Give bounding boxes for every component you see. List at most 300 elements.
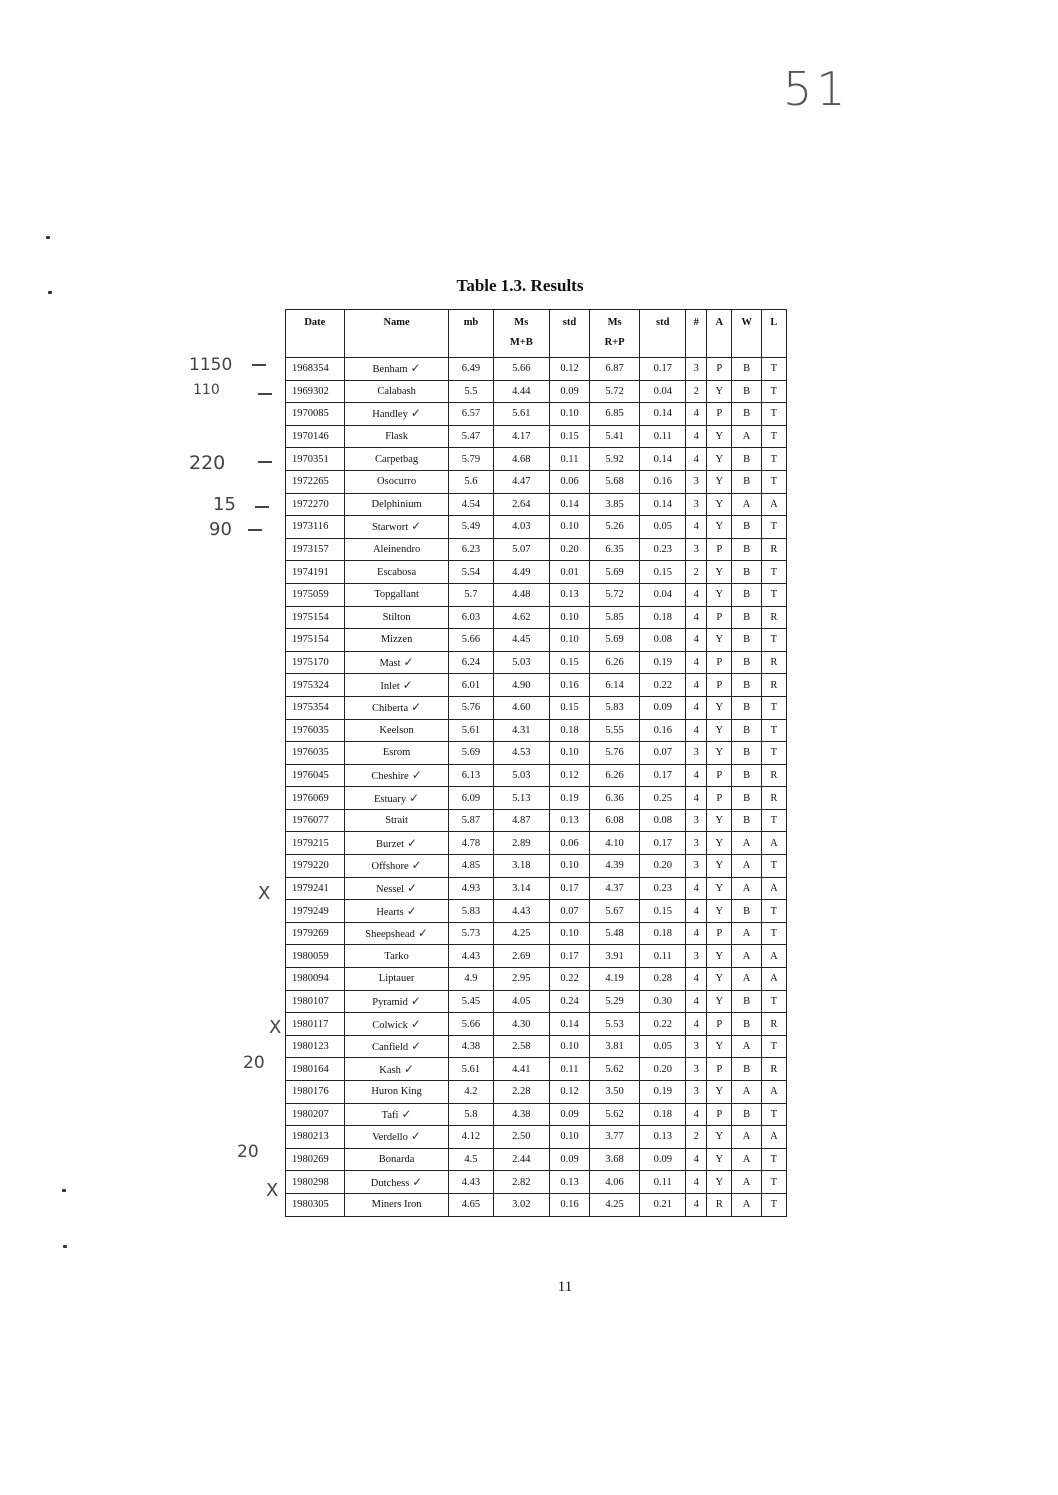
table-cell (732, 1126, 761, 1149)
table-cell (732, 1193, 761, 1216)
cell-value: 1975170 (292, 657, 329, 669)
table-row (286, 403, 787, 426)
table-cell (589, 425, 639, 448)
cell-value: 4.90 (512, 679, 531, 691)
table-cell (732, 629, 761, 652)
cell-value: 4.53 (512, 747, 531, 759)
cell-value: 0.06 (560, 837, 579, 849)
cell-value: R (770, 1018, 778, 1030)
cell-value: Cheshire (371, 770, 409, 782)
table-cell (589, 832, 639, 855)
cell-value: 6.09 (461, 792, 481, 804)
cell-value: 4.19 (605, 973, 624, 985)
cell-value: 0.05 (653, 521, 672, 533)
table-cell (449, 809, 493, 832)
cell-value: B (743, 363, 751, 375)
table-cell (493, 832, 550, 855)
checkmark-icon: ✓ (410, 1016, 421, 1031)
cell-value: T (770, 589, 778, 601)
cell-value: 0.14 (653, 408, 672, 420)
table-cell (640, 1171, 686, 1194)
cell-value: T (770, 385, 778, 397)
table-cell (493, 1081, 550, 1104)
cell-value: 4 (693, 1154, 699, 1166)
table-cell (550, 583, 590, 606)
table-cell (761, 493, 786, 516)
table-cell (707, 1126, 732, 1149)
checkmark-icon: ✓ (403, 655, 414, 670)
cell-value: 1976035 (292, 724, 329, 736)
cell-value: 5.54 (461, 566, 481, 578)
table-cell (761, 922, 786, 945)
table-cell (344, 1193, 449, 1216)
cell-value: 4.05 (512, 995, 531, 1007)
cell-value: R (770, 611, 778, 623)
table-cell (286, 1081, 345, 1104)
table-cell (686, 1081, 707, 1104)
table-row (286, 516, 787, 539)
cell-value: 1980269 (292, 1154, 329, 1166)
table-cell (449, 900, 493, 923)
table-cell (707, 674, 732, 697)
table-cell (732, 403, 761, 426)
scan-speck (62, 1189, 66, 1192)
table-cell (286, 403, 345, 426)
table-cell (707, 448, 732, 471)
table-cell (761, 787, 786, 810)
table-cell (344, 990, 449, 1013)
table-cell (761, 629, 786, 652)
table-cell (686, 1171, 707, 1194)
table-cell (449, 358, 493, 381)
table-cell (286, 922, 345, 945)
table-cell (493, 380, 550, 403)
cell-value: Y (715, 453, 724, 465)
table-cell (589, 968, 639, 991)
table-cell (550, 358, 590, 381)
table-row (286, 470, 787, 493)
table-cell (493, 561, 550, 584)
table-cell (640, 493, 686, 516)
table-cell (686, 742, 707, 765)
table-cell (550, 922, 590, 945)
cell-value: 0.20 (653, 1063, 672, 1075)
cell-value: Bonarda (378, 1154, 415, 1166)
cell-value: T (770, 815, 778, 827)
table-cell (344, 968, 449, 991)
cell-value: 4.45 (512, 634, 531, 646)
cell-value: 0.11 (560, 453, 579, 465)
table-cell (589, 493, 639, 516)
cell-value: Y (715, 385, 724, 397)
cell-value: 4.17 (512, 431, 531, 443)
cell-value: 0.16 (560, 1199, 579, 1211)
table-cell (686, 832, 707, 855)
cell-value: 0.16 (653, 476, 672, 488)
cell-value: 4.37 (605, 882, 624, 894)
cell-value: A (770, 1131, 778, 1143)
cell-value: B (743, 453, 751, 465)
table-cell (286, 877, 345, 900)
cell-value: T (770, 431, 778, 443)
cell-value: T (770, 521, 778, 533)
cell-value: Tafi (381, 1109, 399, 1121)
cell-value: Y (715, 634, 724, 646)
table-cell (286, 516, 345, 539)
cell-value: 1975059 (292, 589, 329, 601)
table-cell (550, 968, 590, 991)
table-cell (707, 651, 732, 674)
table-cell (286, 764, 345, 787)
cell-value: 0.16 (653, 724, 672, 736)
table-cell (686, 470, 707, 493)
table-row (286, 809, 787, 832)
cell-value: 0.16 (560, 679, 579, 691)
table-row (286, 448, 787, 471)
cell-value: 0.13 (560, 589, 579, 601)
cell-value: Y (715, 498, 724, 510)
cell-value: T (770, 408, 778, 420)
table-cell (449, 470, 493, 493)
table-cell (449, 1103, 493, 1126)
table-cell (286, 1171, 345, 1194)
table-cell (732, 561, 761, 584)
cell-value: Y (715, 905, 724, 917)
cell-value: 5.26 (605, 521, 624, 533)
cell-value: Offshore (371, 861, 409, 873)
table-cell (686, 809, 707, 832)
cell-value: 1972265 (292, 476, 329, 488)
table-cell (493, 855, 550, 878)
table-cell (589, 651, 639, 674)
column-header (550, 310, 590, 358)
cell-value: 5.85 (605, 611, 624, 623)
cell-value: 3.77 (605, 1131, 624, 1143)
cell-value: 3.14 (512, 882, 531, 894)
table-cell (493, 990, 550, 1013)
table-cell (686, 1193, 707, 1216)
cell-value: 1980213 (292, 1131, 329, 1143)
table-cell (493, 945, 550, 968)
table-cell (640, 629, 686, 652)
cell-value: 4.39 (605, 860, 624, 872)
table-row (286, 1058, 787, 1081)
cell-value: A (742, 928, 751, 940)
table-cell (449, 764, 493, 787)
cell-value: 5.47 (461, 431, 481, 443)
table-cell (707, 990, 732, 1013)
cell-value: B (743, 995, 751, 1007)
table-cell (286, 1193, 345, 1216)
table-cell (344, 1171, 449, 1194)
table-cell (732, 877, 761, 900)
cell-value: 5.66 (512, 363, 531, 375)
cell-value: 4.10 (605, 837, 624, 849)
table-cell (344, 606, 449, 629)
table-cell (449, 1148, 493, 1171)
column-header (286, 310, 345, 358)
table-cell (550, 651, 590, 674)
table-cell (449, 651, 493, 674)
column-header-label: std (656, 317, 670, 328)
cell-value: Osocurro (377, 476, 417, 488)
cell-value: 3.85 (605, 498, 624, 510)
cell-value: 0.10 (560, 408, 579, 420)
cell-value: 3 (693, 1086, 699, 1098)
table-cell (732, 651, 761, 674)
cell-value: 0.22 (653, 679, 672, 691)
table-cell (686, 516, 707, 539)
table-cell (732, 832, 761, 855)
table-cell (686, 787, 707, 810)
table-header-row (286, 310, 787, 358)
table-cell (344, 651, 449, 674)
cell-value: 1975154 (292, 611, 329, 623)
table-cell (550, 674, 590, 697)
table-cell (550, 606, 590, 629)
table-cell (761, 674, 786, 697)
cell-value: 4 (693, 679, 699, 691)
table-cell (344, 696, 449, 719)
cell-value: P (716, 679, 723, 691)
cell-value: 4.2 (464, 1086, 478, 1098)
table-cell (686, 1058, 707, 1081)
table-cell (286, 1148, 345, 1171)
table-cell (732, 787, 761, 810)
cell-value: T (770, 1041, 778, 1053)
table-cell (550, 380, 590, 403)
cell-value: B (743, 1018, 751, 1030)
cell-value: 1979249 (292, 905, 329, 917)
margin-dash (248, 529, 262, 531)
cell-value: A (742, 498, 751, 510)
table-cell (640, 1148, 686, 1171)
cell-value: 1980164 (292, 1063, 329, 1075)
table-cell (686, 538, 707, 561)
table-cell (640, 674, 686, 697)
table-cell (589, 674, 639, 697)
cell-value: 1973157 (292, 544, 329, 556)
cell-value: 5.45 (461, 995, 481, 1007)
margin-note: 15 (213, 494, 236, 515)
cell-value: 6.13 (461, 769, 481, 781)
table-cell (686, 1103, 707, 1126)
table-cell (286, 1035, 345, 1058)
table-row (286, 425, 787, 448)
cell-value: 4.03 (512, 521, 531, 533)
cell-value: Carpetbag (375, 453, 419, 465)
table-cell (286, 606, 345, 629)
table-cell (686, 674, 707, 697)
table-cell (286, 651, 345, 674)
checkmark-icon: ✓ (410, 361, 421, 376)
cell-value: 2.64 (512, 498, 531, 510)
table-cell (286, 968, 345, 991)
table-cell (493, 629, 550, 652)
cell-value: 3 (693, 476, 699, 488)
table-cell (686, 855, 707, 878)
cell-value: 3 (693, 860, 699, 872)
table-cell (686, 900, 707, 923)
cell-value: 0.18 (653, 611, 672, 623)
cell-value: B (743, 408, 751, 420)
table-cell (286, 696, 345, 719)
cell-value: 0.15 (560, 657, 579, 669)
cell-value: 1979220 (292, 860, 329, 872)
cell-value: 5.69 (605, 634, 624, 646)
cell-value: 6.26 (605, 657, 624, 669)
cell-value: 4 (693, 1176, 699, 1188)
table-cell (493, 742, 550, 765)
table-cell (286, 470, 345, 493)
margin-dash (258, 393, 272, 395)
cell-value: 0.17 (653, 769, 672, 781)
table-row (286, 1013, 787, 1036)
column-header (640, 310, 686, 358)
cell-value: 2 (693, 1131, 699, 1143)
table-cell (640, 516, 686, 539)
cell-value: 6.57 (461, 408, 481, 420)
table-cell (493, 448, 550, 471)
table-cell (493, 516, 550, 539)
cell-value: 4.25 (605, 1199, 624, 1211)
cell-value: 4 (693, 905, 699, 917)
table-cell (344, 674, 449, 697)
table-cell (761, 1148, 786, 1171)
cell-value: 0.11 (653, 431, 672, 443)
cell-value: 5.13 (512, 792, 531, 804)
table-cell (589, 1013, 639, 1036)
table-cell (686, 403, 707, 426)
table-cell (286, 448, 345, 471)
table-cell (286, 380, 345, 403)
cell-value: 4 (693, 973, 699, 985)
cell-value: R (770, 792, 778, 804)
table-cell (640, 561, 686, 584)
cell-value: Miners Iron (371, 1199, 422, 1211)
cell-value: Pyramid (372, 996, 408, 1008)
table-cell (707, 561, 732, 584)
table-cell (761, 583, 786, 606)
table-cell (732, 1035, 761, 1058)
table-cell (449, 1193, 493, 1216)
table-cell (550, 1013, 590, 1036)
table-cell (707, 742, 732, 765)
cell-value: 6.03 (461, 611, 481, 623)
table-cell (589, 538, 639, 561)
table-row (286, 1126, 787, 1149)
table-cell (589, 629, 639, 652)
cell-value: 1973116 (292, 521, 329, 533)
cell-value: 5.76 (605, 747, 624, 759)
table-cell (640, 809, 686, 832)
cell-value: 1976069 (292, 792, 329, 804)
table-cell (707, 922, 732, 945)
table-cell (344, 583, 449, 606)
checkmark-icon: ✓ (411, 1039, 422, 1054)
table-title: Table 1.3. Results (456, 276, 584, 295)
cell-value: 0.06 (560, 476, 579, 488)
cell-value: 5.53 (605, 1018, 624, 1030)
cell-value: 5.48 (605, 928, 624, 940)
table-cell (286, 900, 345, 923)
cell-value: 3 (693, 815, 699, 827)
table-cell (761, 742, 786, 765)
table-cell (640, 358, 686, 381)
cell-value: Dutchess (370, 1177, 410, 1189)
table-cell (732, 358, 761, 381)
table-cell (286, 1013, 345, 1036)
table-cell (493, 1193, 550, 1216)
cell-value: 0.11 (653, 1176, 672, 1188)
margin-note: X (269, 1017, 282, 1038)
cell-value: 0.14 (653, 498, 672, 510)
table-cell (761, 809, 786, 832)
table-cell (732, 809, 761, 832)
cell-value: Kash (379, 1064, 401, 1076)
table-cell (707, 719, 732, 742)
checkmark-icon: ✓ (401, 1106, 412, 1121)
table-cell (589, 561, 639, 584)
cell-value: 2 (693, 566, 699, 578)
table-cell (589, 358, 639, 381)
table-row (286, 674, 787, 697)
table-cell (550, 516, 590, 539)
table-cell (686, 696, 707, 719)
table-cell (707, 629, 732, 652)
cell-value: 4.25 (512, 928, 531, 940)
table-cell (344, 787, 449, 810)
cell-value: T (770, 928, 778, 940)
table-cell (640, 945, 686, 968)
table-cell (761, 832, 786, 855)
cell-value: 5.76 (461, 702, 481, 714)
table-cell (707, 538, 732, 561)
cell-value: 4 (693, 1018, 699, 1030)
table-cell (589, 855, 639, 878)
table-cell (344, 629, 449, 652)
cell-value: 1979241 (292, 882, 329, 894)
cell-value: Mast (379, 658, 401, 670)
cell-value: 2 (693, 385, 699, 397)
cell-value: 0.17 (560, 882, 579, 894)
cell-value: 1972270 (292, 498, 329, 510)
table-row (286, 493, 787, 516)
table-cell (493, 470, 550, 493)
cell-value: 4.62 (512, 611, 531, 623)
column-header-sublabel: R+P (604, 337, 625, 348)
table-cell (761, 900, 786, 923)
table-row (286, 832, 787, 855)
table-cell (344, 380, 449, 403)
cell-value: B (743, 679, 751, 691)
cell-value: B (743, 566, 751, 578)
cell-value: T (770, 634, 778, 646)
table-cell (550, 832, 590, 855)
cell-value: B (743, 747, 751, 759)
table-cell (286, 561, 345, 584)
cell-value: 6.08 (605, 815, 624, 827)
cell-value: 4.38 (512, 1108, 531, 1120)
cell-value: A (742, 1131, 751, 1143)
cell-value: 6.01 (461, 679, 481, 691)
cell-value: T (770, 566, 778, 578)
cell-value: 0.10 (560, 747, 579, 759)
table-cell (550, 470, 590, 493)
handwritten-page-number: 51 (783, 62, 850, 116)
cell-value: Calabash (377, 385, 416, 397)
table-cell (344, 425, 449, 448)
